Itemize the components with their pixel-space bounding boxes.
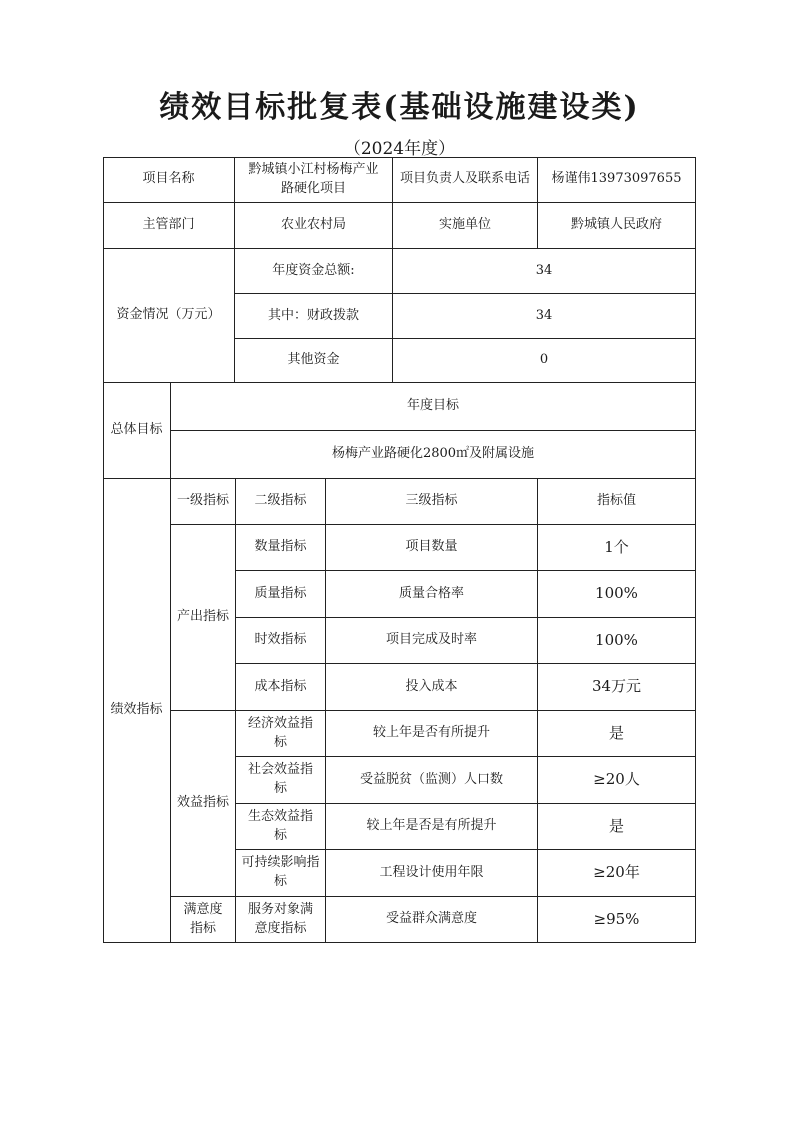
indicator-value: 34万元: [538, 664, 696, 711]
indicator-level3: 项目数量: [326, 525, 538, 571]
project-name-label: 项目名称: [103, 157, 235, 203]
indicator-value: 1个: [538, 525, 696, 571]
indicator-level3: 较上年是否有所提升: [326, 711, 538, 757]
col-value-header: 指标值: [538, 479, 696, 525]
indicator-level3: 质量合格率: [326, 571, 538, 618]
funds-fiscal-value: 34: [393, 294, 696, 339]
satisfaction-indicators-label: 满意度指标: [171, 897, 236, 943]
indicator-value: ≥95%: [538, 897, 696, 943]
col-level1-header: 一级指标: [171, 479, 236, 525]
funds-total-value: 34: [393, 249, 696, 294]
indicator-value: 100%: [538, 618, 696, 664]
project-contact-label: 项目负责人及联系电话: [393, 157, 538, 203]
indicator-level2: 服务对象满意度指标: [236, 897, 326, 943]
department-value: 农业农村局: [235, 203, 393, 249]
funds-other-value: 0: [393, 339, 696, 383]
page-subtitle: （2024年度）: [343, 139, 456, 159]
implementing-unit-value: 黔城镇人民政府: [538, 203, 696, 249]
benefit-indicators-label: 效益指标: [171, 711, 236, 897]
funds-other-label: 其他资金: [235, 339, 393, 383]
implementing-unit-label: 实施单位: [393, 203, 538, 249]
output-indicators-label: 产出指标: [171, 525, 236, 711]
performance-table: [103, 157, 696, 943]
indicator-level2: 生态效益指标: [236, 804, 326, 850]
indicator-value: 100%: [538, 571, 696, 618]
annual-goal-content: 杨梅产业路硬化2800㎡及附属设施: [171, 431, 696, 479]
indicator-level2: 可持续影响指标: [236, 850, 326, 897]
performance-indicators-label: 绩效指标: [103, 479, 171, 943]
project-name-value: 黔城镇小江村杨梅产业路硬化项目: [235, 157, 393, 203]
page-title: 绩效目标批复表(基础设施建设类): [159, 90, 640, 125]
indicator-value: 是: [538, 804, 696, 850]
department-label: 主管部门: [103, 203, 235, 249]
funds-label: 资金情况（万元）: [103, 249, 235, 383]
indicator-value: ≥20人: [538, 757, 696, 804]
indicator-level2: 质量指标: [236, 571, 326, 618]
indicator-level2: 成本指标: [236, 664, 326, 711]
funds-total-label: 年度资金总额:: [235, 249, 393, 294]
indicator-level2: 经济效益指标: [236, 711, 326, 757]
overall-goal-label: 总体目标: [103, 383, 171, 479]
indicator-level3: 投入成本: [326, 664, 538, 711]
indicator-value: 是: [538, 711, 696, 757]
col-level3-header: 三级指标: [326, 479, 538, 525]
annual-goal-header: 年度目标: [171, 383, 696, 431]
indicator-level2: 时效指标: [236, 618, 326, 664]
indicator-level3: 工程设计使用年限: [326, 850, 538, 897]
indicator-level3: 受益脱贫（监测）人口数: [326, 757, 538, 804]
col-level2-header: 二级指标: [236, 479, 326, 525]
indicator-level2: 社会效益指标: [236, 757, 326, 804]
indicator-level3: 较上年是否是有所提升: [326, 804, 538, 850]
indicator-level3: 项目完成及时率: [326, 618, 538, 664]
project-contact-value: 杨谨伟13973097655: [538, 157, 696, 203]
indicator-level2: 数量指标: [236, 525, 326, 571]
indicator-level3: 受益群众满意度: [326, 897, 538, 943]
indicator-value: ≥20年: [538, 850, 696, 897]
funds-fiscal-label: 其中：财政拨款: [235, 294, 393, 339]
